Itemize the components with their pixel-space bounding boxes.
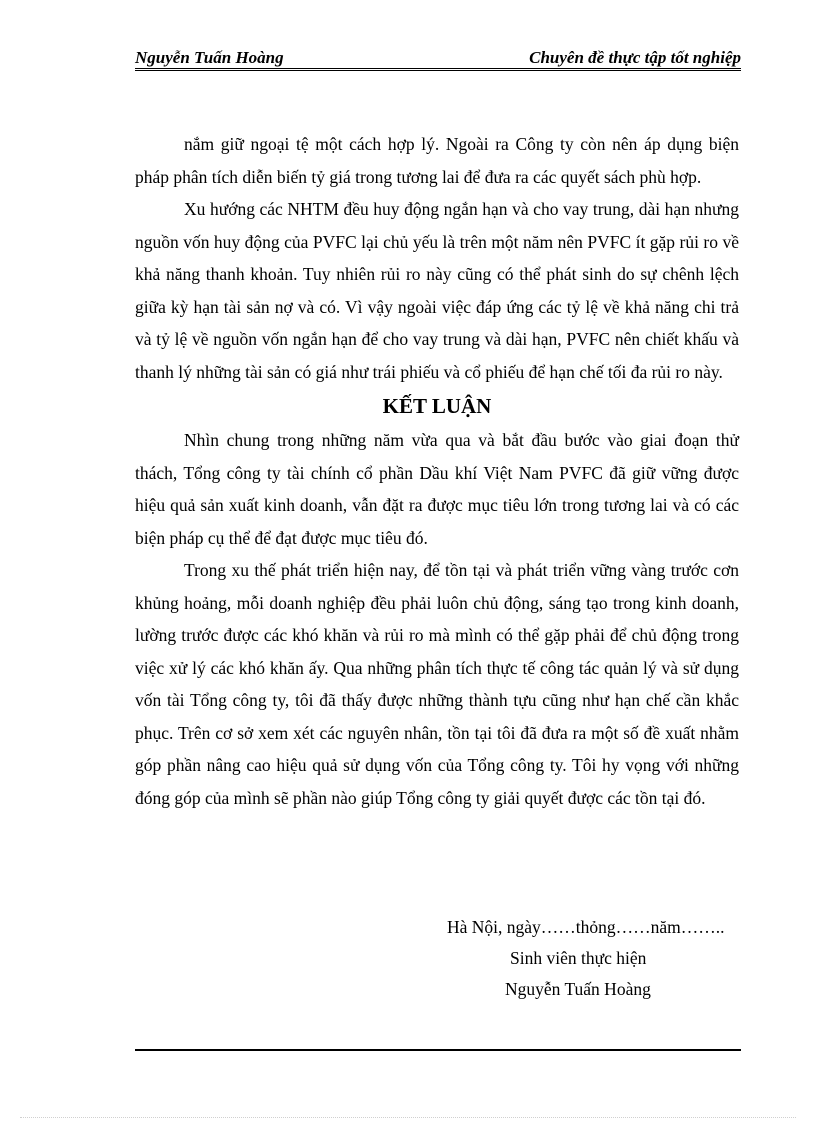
place-date: Hà Nội, ngày……thỏng……năm…….. bbox=[447, 917, 725, 937]
header-author: Nguyễn Tuấn Hoàng bbox=[135, 48, 284, 67]
paragraph-4: Trong xu thế phát triển hiện nay, để tồn tại và phát triển vững vàng trước cơn khủng hoảng, mỗi doanh nghiệp đều phải luôn chủ động, sáng tạo trong kinh doanh, lường trước được các khó khăn và rủi ro mà mình có thể gặp phải để chủ động trong việc xử lý các khó khăn ấy. Qua những phân tích thực tế công tác quản lý và sử dụng vốn tài Tổng công ty, tôi đã thấy được những thành tựu cũng như hạn chế cần khắc phục. Trên cơ sở xem xét các nguyên nhân, tồn tại tôi đã đưa ra một số đề xuất nhằm góp phần nâng cao hiệu quả sử dụng vốn của Tổng công ty. Tôi hy vọng với những đóng góp của mình sẽ phần nào giúp Tổng công ty giải quyết được các tồn tại đó. bbox=[135, 560, 739, 808]
paragraph-1: nắm giữ ngoại tệ một cách hợp lý. Ngoài ra Công ty còn nên áp dụng biện pháp phân tích diễn biến tỷ giá trong tương lai để đưa ra các quyết sách phù hợp. bbox=[135, 134, 739, 187]
paragraph-3: Nhìn chung trong những năm vừa qua và bắt đầu bước vào giai đoạn thử thách, Tổng công ty tài chính cổ phần Dầu khí Việt Nam PVFC đã giữ vững được hiệu quả sản xuất kinh doanh, vẫn đặt ra được mục tiêu lớn trong tương lai và có các biện pháp cụ thể để đạt được mục tiêu đó. bbox=[135, 430, 739, 548]
signer-name: Nguyễn Tuấn Hoàng bbox=[505, 979, 651, 999]
signer-role: Sinh viên thực hiện bbox=[510, 948, 647, 968]
section-heading: KẾT LUẬN bbox=[382, 394, 492, 418]
paragraph-2: Xu hướng các NHTM đều huy động ngắn hạn và cho vay trung, dài hạn nhưng nguồn vốn huy động của PVFC lại chủ yếu là trên một năm nên PVFC ít gặp rủi ro về khả năng thanh khoản. Tuy nhiên rủi ro này cũng có thể phát sinh do sự chênh lệch giữa kỳ hạn tài sản nợ và có. Vì vậy ngoài việc đáp ứng các tỷ lệ về khả năng chi trả và tỷ lệ về nguồn vốn ngắn hạn để cho vay trung và dài hạn, PVFC nên chiết khấu và thanh lý những tài sản có giá như trái phiếu và cổ phiếu để hạn chế tối đa rủi ro này. bbox=[135, 199, 739, 382]
page-header bbox=[135, 48, 741, 72]
header-rule bbox=[135, 68, 741, 71]
page-bottom-border bbox=[20, 1117, 796, 1118]
header-title: Chuyên đề thực tập tốt nghiệp bbox=[529, 48, 741, 67]
document-body bbox=[135, 128, 739, 814]
footer-rule bbox=[135, 1049, 741, 1051]
